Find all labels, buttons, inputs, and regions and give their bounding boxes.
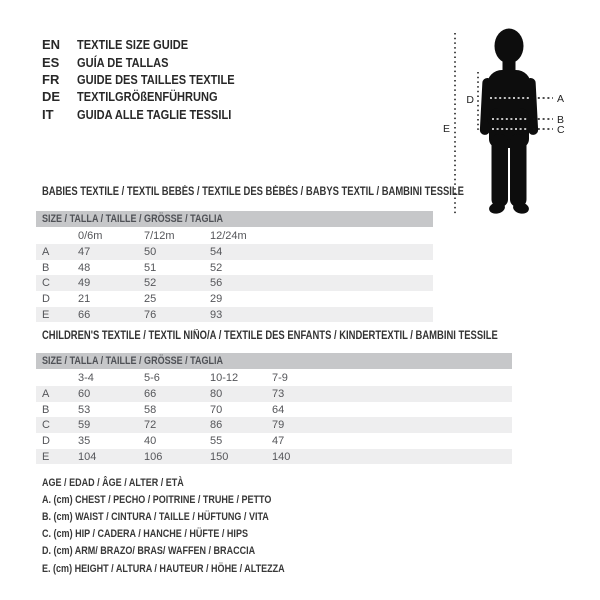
size-header-bar: SIZE / TALLA / TAILLE / GRÖSSE / TAGLIA xyxy=(36,353,512,369)
legend-item: C. (cm) HIP / CADERA / HANCHE / HÜFTE / HIPS xyxy=(42,528,248,541)
size-value: 140 xyxy=(272,450,291,463)
size-value: 79 xyxy=(272,419,285,432)
column-header: 7/12m xyxy=(144,229,175,242)
language-row xyxy=(42,88,262,105)
size-value: 58 xyxy=(144,403,157,416)
children-column-header-row xyxy=(36,369,512,386)
size-value: 54 xyxy=(210,245,223,258)
table-row xyxy=(36,449,512,465)
row-label: D xyxy=(42,292,50,305)
size-value: 40 xyxy=(144,434,157,447)
size-value: 47 xyxy=(272,434,285,447)
column-header: 12/24m xyxy=(210,229,247,242)
size-value: 55 xyxy=(210,434,223,447)
row-label: C xyxy=(42,277,50,290)
row-label: B xyxy=(42,403,50,416)
table-row xyxy=(36,307,433,323)
language-row xyxy=(42,53,262,70)
table-row xyxy=(36,417,512,433)
babies-column-header-row xyxy=(36,227,433,244)
size-value: 66 xyxy=(78,308,91,321)
size-value: 56 xyxy=(210,277,223,290)
legend-item: E. (cm) HEIGHT / ALTURA / HAUTEUR / HÖHE / ALTEZZA xyxy=(42,562,285,575)
row-label: D xyxy=(42,434,50,447)
size-value: 73 xyxy=(272,387,285,400)
children-size-table xyxy=(36,353,512,464)
column-header: 5-6 xyxy=(144,371,160,384)
column-header: 3-4 xyxy=(78,371,94,384)
row-label: A xyxy=(42,245,50,258)
row-label: E xyxy=(42,450,50,463)
language-code: IT xyxy=(42,106,54,122)
size-value: 52 xyxy=(144,277,157,290)
size-value: 64 xyxy=(272,403,285,416)
language-title: TEXTILE SIZE GUIDE xyxy=(77,37,189,53)
table-row xyxy=(36,402,512,418)
size-value: 104 xyxy=(78,450,97,463)
size-value: 72 xyxy=(144,419,157,432)
language-row xyxy=(42,71,262,88)
size-value: 51 xyxy=(144,261,157,274)
size-value: 76 xyxy=(144,308,157,321)
size-value: 150 xyxy=(210,450,229,463)
language-title: TEXTILGRÖßENFÜHRUNG xyxy=(77,89,218,105)
size-value: 50 xyxy=(144,245,157,258)
column-header: 10-12 xyxy=(210,371,239,384)
size-value: 59 xyxy=(78,419,91,432)
size-value: 93 xyxy=(210,308,223,321)
table-row xyxy=(36,386,512,402)
size-value: 47 xyxy=(78,245,91,258)
babies-section-title: BABIES TEXTILE / TEXTIL BEBÉS / TEXTILE DES BÉBÉS / BABYS TEXTIL / BAMBINI TESSILE xyxy=(42,186,464,198)
language-code: FR xyxy=(42,71,60,87)
language-row xyxy=(42,106,262,123)
size-header-bar: SIZE / TALLA / TAILLE / GRÖSSE / TAGLIA xyxy=(36,211,433,227)
language-code: EN xyxy=(42,37,61,53)
legend-item: D. (cm) ARM/ BRAZO/ BRAS/ WAFFEN / BRACCIA xyxy=(42,545,256,558)
size-value: 53 xyxy=(78,403,91,416)
row-label: B xyxy=(42,261,50,274)
legend-item: B. (cm) WAIST / CINTURA / TAILLE / HÜFTUNG / VITA xyxy=(42,510,269,523)
table-row xyxy=(36,433,512,449)
row-label: C xyxy=(42,419,50,432)
size-value: 60 xyxy=(78,387,91,400)
size-value: 106 xyxy=(144,450,163,463)
measurement-legend xyxy=(42,474,338,577)
table-row xyxy=(36,275,433,291)
language-title: GUIDA ALLE TAGLIE TESSILI xyxy=(77,106,232,122)
figure-label-b: B xyxy=(557,114,565,126)
size-value: 29 xyxy=(210,292,223,305)
size-value: 21 xyxy=(78,292,91,305)
figure-label-d: D xyxy=(466,94,474,106)
size-value: 49 xyxy=(78,277,91,290)
size-value: 66 xyxy=(144,387,157,400)
language-row xyxy=(42,36,262,53)
legend-item: A. (cm) CHEST / PECHO / POITRINE / TRUHE / PETTO xyxy=(42,493,272,506)
figure-label-a: A xyxy=(557,93,565,105)
column-header: 0/6m xyxy=(78,229,103,242)
language-code: ES xyxy=(42,54,60,70)
table-row xyxy=(36,291,433,307)
table-row xyxy=(36,260,433,276)
figure-label-e: E xyxy=(442,123,450,135)
column-header: 7-9 xyxy=(272,371,288,384)
size-value: 35 xyxy=(78,434,91,447)
size-value: 25 xyxy=(144,292,157,305)
language-title: GUIDE DES TAILLES TEXTILE xyxy=(77,71,235,87)
language-code: DE xyxy=(42,89,61,105)
size-value: 48 xyxy=(78,261,91,274)
table-row xyxy=(36,244,433,260)
children-section-title: CHILDREN'S TEXTILE / TEXTIL NIÑO/A / TEXTILE DES ENFANTS / KINDERTEXTIL / BAMBINI TESSILE xyxy=(42,330,498,342)
language-title-list xyxy=(42,36,262,123)
babies-size-table xyxy=(36,211,433,322)
size-value: 70 xyxy=(210,403,223,416)
size-value: 86 xyxy=(210,419,223,432)
row-label: A xyxy=(42,387,50,400)
size-value: 80 xyxy=(210,387,223,400)
size-value: 52 xyxy=(210,261,223,274)
row-label: E xyxy=(42,308,50,321)
figure-label-c: C xyxy=(557,124,565,136)
legend-title: AGE / EDAD / ÂGE / ALTER / ETÀ xyxy=(42,476,184,489)
language-title: GUÍA DE TALLAS xyxy=(77,54,169,70)
